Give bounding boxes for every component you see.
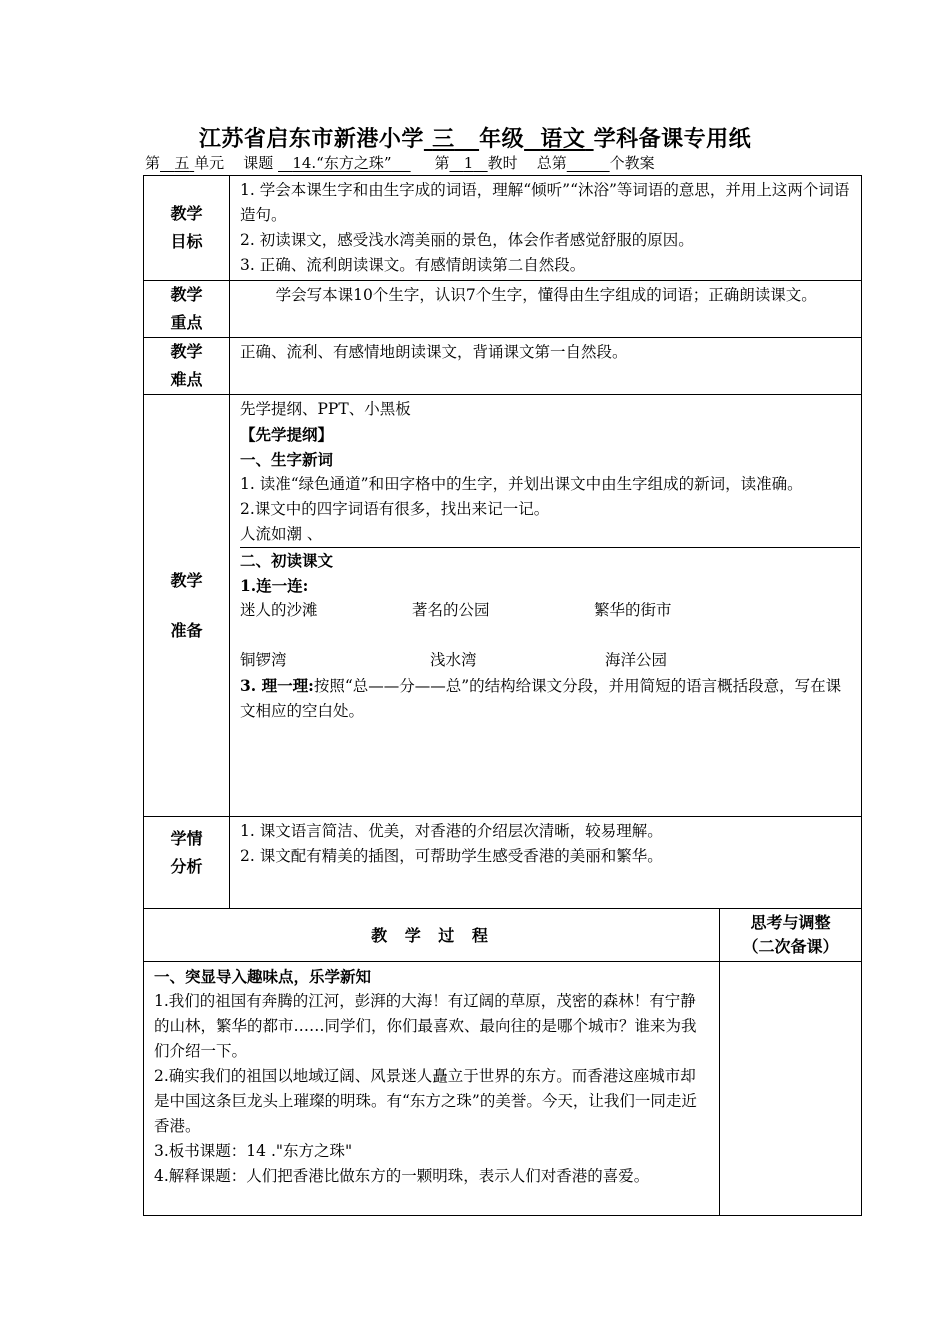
match-row-2: 铜锣湾 浅水湾 海洋公园 <box>240 651 668 669</box>
grade-value: 三 <box>432 126 455 152</box>
goals-label: 教学 目标 <box>144 176 230 281</box>
section-new-words: 一、生字新词 <box>240 450 334 469</box>
reflection-cell <box>720 962 862 1216</box>
analysis-row <box>144 817 862 909</box>
goals-content: 1. 学会本课生字和由生字成的词语，理解“倾听”“沐浴”等词语的意思，并用上这两个词语造句。 2. 初读课文，感受浅水湾美丽的景色，体会作者感觉舒服的原因。 3. 正确、流利朗读课文。有感情朗读第二自然段。 <box>230 176 862 281</box>
paper-title: 学科备课专用纸 <box>593 126 752 152</box>
outline-title: 【先学提纲】 <box>240 425 334 444</box>
page-title <box>0 122 950 153</box>
total-number-blank <box>567 154 610 172</box>
key-points-row <box>144 281 862 338</box>
process-heading: 教 学 过 程 <box>144 909 720 962</box>
grade-suffix: 年级 <box>479 126 525 152</box>
reflection-heading: 思考与调整 （二次备课） <box>720 909 862 962</box>
analysis-label: 学情 分析 <box>144 817 230 909</box>
topic-value: 14.“东方之珠” <box>292 154 392 172</box>
difficulties-row <box>144 338 862 395</box>
key-points-content: 学会写本课10个生字，认识7个生字，懂得由生字组成的词语；正确朗读课文。 <box>230 281 862 338</box>
topic-label: 课题 <box>243 154 274 172</box>
process-step-content: 一、突显导入趣味点，乐学新知 1.我们的祖国有奔腾的江河，彭湃的大海！有辽阔的草原，茂密的森林！有宁静的山林，繁华的都市……同学们，你们最喜欢、最向往的是哪个城市？谁来为我们介绍一下。 2.确实我们的祖国以地域辽阔、风景迷人矗立于世界的东方。而香港这座城市却是中国这条巨龙头上璀璨的明珠。有“东方之珠”的美誉。今天，让我们一同走近香港。 3.板书课题：14 ."东方之珠" 4.解释课题：人们把香港比做东方的一颗明珠，表示人们对香港的喜爱。 <box>144 962 720 1216</box>
school-name: 江苏省启东市新港小学 <box>198 126 424 152</box>
lesson-number: 1 <box>463 154 474 172</box>
step-title: 一、突显导入趣味点，乐学新知 <box>154 967 372 986</box>
difficulties-label: 教学 难点 <box>144 338 230 395</box>
analysis-content: 1. 课文语言简洁、优美，对香港的介绍层次清晰，较易理解。 2. 课文配有精美的插图，可帮助学生感受香港的美丽和繁华。 <box>230 817 862 909</box>
subject-value: 语文 <box>540 126 586 152</box>
lesson-plan-table <box>143 175 862 1216</box>
match-label: 1.连一连: <box>240 576 309 595</box>
section-first-reading: 二、初读课文 <box>240 551 334 570</box>
unit-number: 五 <box>174 154 190 172</box>
match-row-1: 迷人的沙滩 著名的公园 繁华的街市 <box>240 601 672 619</box>
process-header-row <box>144 909 862 962</box>
sort-item: 3. 理一理:按照“总——分——总”的结构给课文分段，并用简短的语言概括段意，写在课文相应的空白处。 <box>240 676 842 720</box>
process-step-row <box>144 962 862 1216</box>
idiom-answer-line: 人流如潮 、 <box>240 522 860 548</box>
key-points-label: 教学 重点 <box>144 281 230 338</box>
goals-row <box>144 176 862 281</box>
lesson-info-line: 第 五 单元 课题 14.“东方之珠” 第 1 教时 总第 个教案 <box>145 154 655 172</box>
preparation-row <box>144 395 862 817</box>
materials-text: 先学提纲、PPT、小黑板 <box>240 400 411 418</box>
preparation-label: 教学 准备 <box>144 395 230 817</box>
difficulties-content: 正确、流利、有感情地朗读课文，背诵课文第一自然段。 <box>230 338 862 395</box>
preparation-content: 先学提纲、PPT、小黑板 【先学提纲】 一、生字新词 1. 读准“绿色通道”和田字格中的生字，并划出课文中由生字组成的新词，读准确。 2.课文中的四字词语有很多，找出来记一记。 人流如潮 、 二、初读课文 1.连一连: 迷人的沙滩 著名的公园 繁华的街市 铜锣湾 浅水湾 海洋公园 3. 理一理:按照“总——分——总”的结构给课文分段，并用简短的语言概括段意，写在课文相应的空白处。 <box>230 395 862 817</box>
